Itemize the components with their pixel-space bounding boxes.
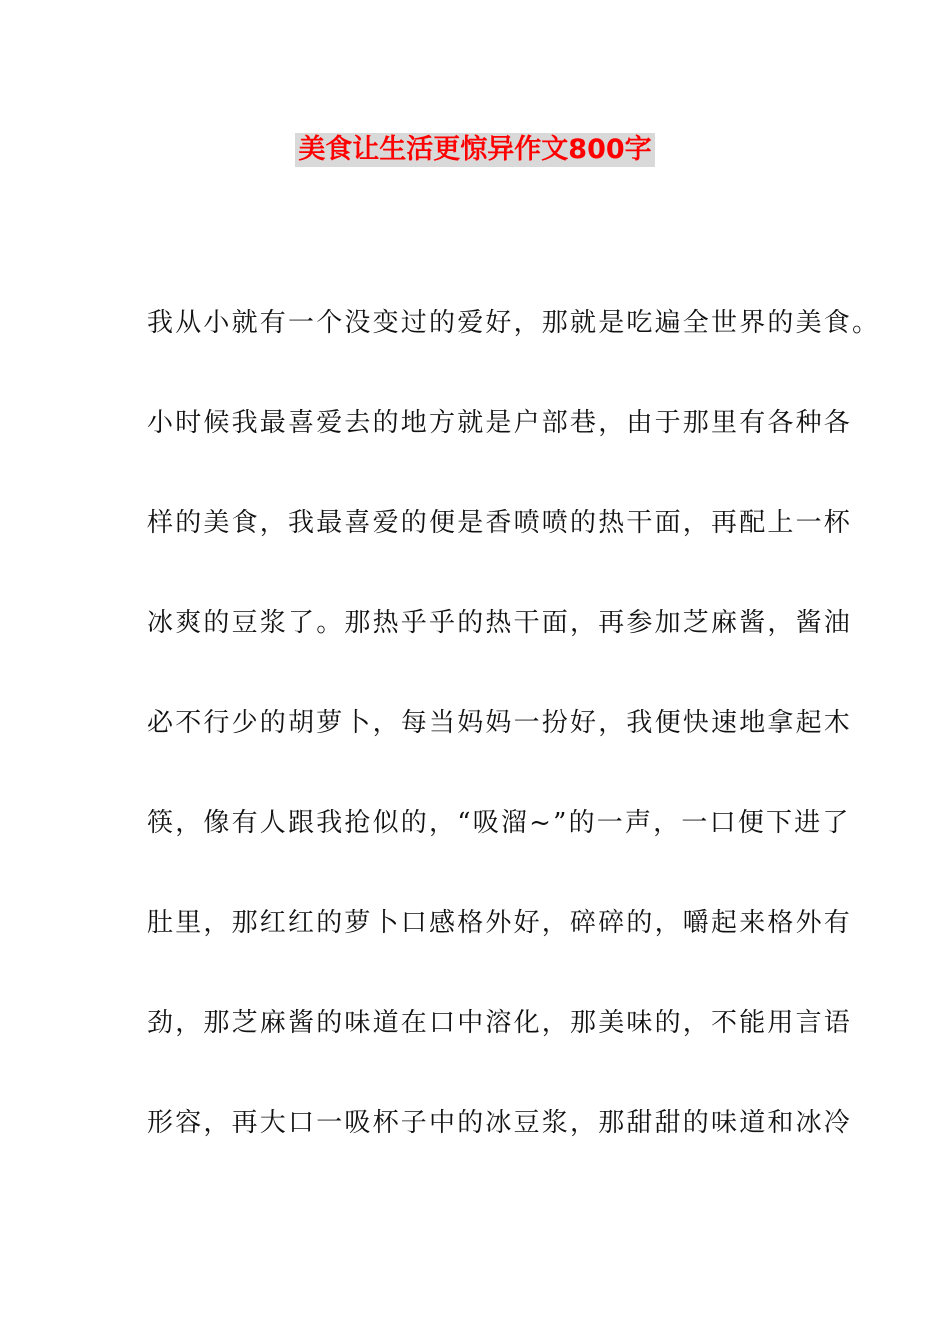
text-line: 我从小就有一个没变过的爱好，那就是吃遍全世界的美食。 — [147, 308, 881, 338]
text-line: 形容，再大口一吸杯子中的冰豆浆，那甜甜的味道和冰冷 — [147, 1108, 853, 1138]
text-line: 筷，像有人跟我抢似的，“吸溜~”的一声，一口便下进了 — [147, 808, 851, 838]
text-line: 小时候我最喜爱去的地方就是户部巷，由于那里有各种各 — [147, 408, 853, 438]
text-line: 样的美食，我最喜爱的便是香喷喷的热干面，再配上一杯 — [147, 508, 853, 538]
text-line: 必不行少的胡萝卜，每当妈妈一扮好，我便快速地拿起木 — [147, 708, 853, 738]
text-line: 劲，那芝麻酱的味道在口中溶化，那美味的，不能用言语 — [147, 1008, 853, 1038]
document-title: 美食让生活更惊异作文800字 — [295, 133, 654, 167]
text-line: 肚里，那红红的萝卜口感格外好，碎碎的，嚼起来格外有 — [147, 908, 853, 938]
essay-body — [147, 306, 881, 1206]
text-line: 冰爽的豆浆了。那热乎乎的热干面，再参加芝麻酱，酱油 — [147, 608, 853, 638]
title-container — [0, 133, 950, 167]
